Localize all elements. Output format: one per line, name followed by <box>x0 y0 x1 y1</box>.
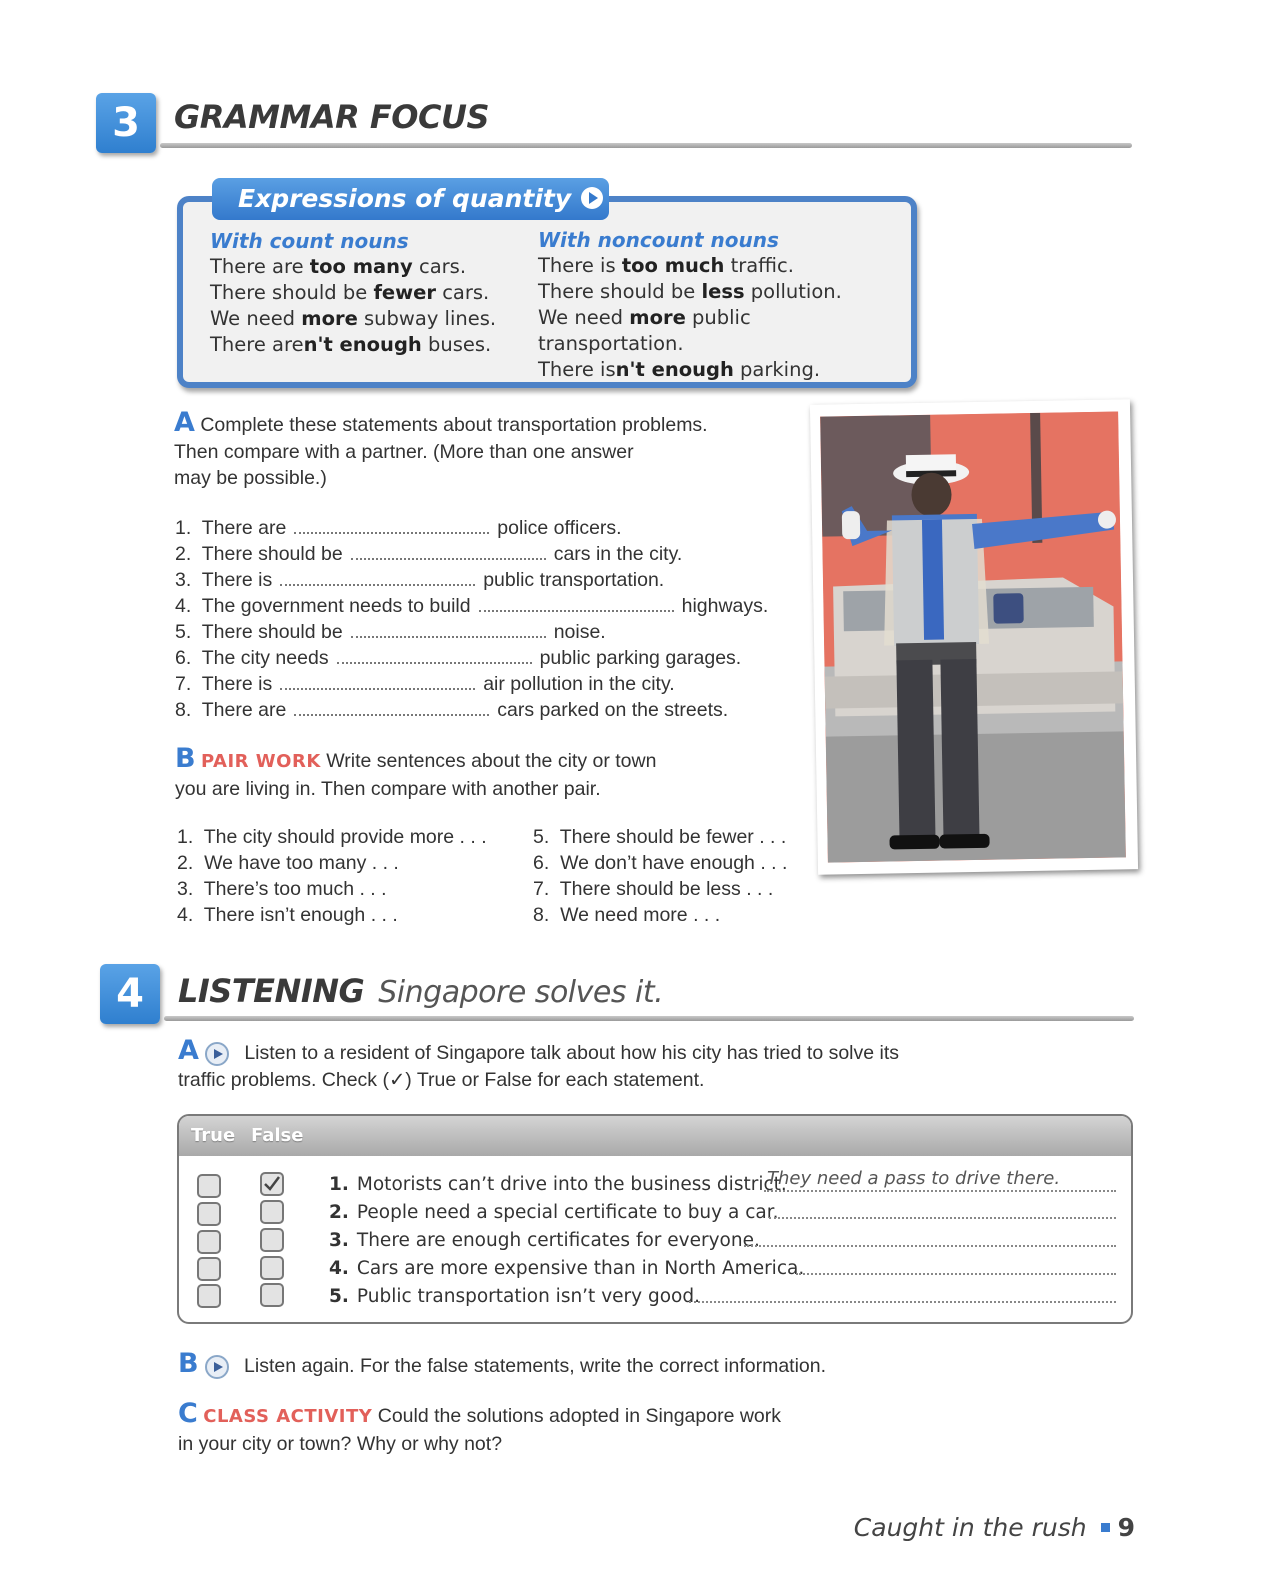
unit-title: Caught in the rush <box>853 1513 1087 1542</box>
blank-line[interactable] <box>351 542 546 560</box>
grammar-line: There is too much traffic. <box>538 254 794 277</box>
table-header <box>179 1116 1131 1156</box>
false-checkbox[interactable] <box>260 1200 284 1224</box>
false-checkbox[interactable] <box>260 1228 284 1252</box>
section-number-badge: 4 <box>100 964 160 1024</box>
listening-c-instructions: C CLASS ACTIVITY Could the solutions adopted in Singapore work in your city or town? Why or why not? <box>178 1398 781 1455</box>
answer-line[interactable] <box>764 1190 1116 1192</box>
blank-line[interactable] <box>294 698 489 716</box>
traffic-officer-photo <box>820 411 1126 862</box>
count-nouns-column <box>210 228 530 358</box>
square-bullet-icon <box>1101 1523 1110 1532</box>
list-item: 7. There should be less . . . <box>533 878 774 900</box>
blank-line[interactable] <box>280 568 475 586</box>
exercise-letter: A <box>178 1035 199 1066</box>
class-activity-label: CLASS ACTIVITY <box>203 1406 373 1427</box>
grammar-line: There are too many cars. <box>210 255 467 278</box>
pair-work-label: PAIR WORK <box>201 751 321 772</box>
blank-line[interactable] <box>479 594 674 612</box>
exercise-letter: A <box>174 407 195 438</box>
grammar-box-title: Expressions of quantity <box>212 178 609 220</box>
table-row: 5. Public transportation isn’t very good. <box>329 1286 700 1307</box>
list-item: 4. There isn’t enough . . . <box>177 904 398 926</box>
false-checkbox[interactable] <box>260 1256 284 1280</box>
traffic-officer-illustration <box>820 411 1126 862</box>
table-row: 2. People need a special certificate to buy a car. <box>329 1202 779 1223</box>
list-item: 5. There should be noise. <box>175 621 606 643</box>
grammar-line: There should be fewer cars. <box>210 281 490 304</box>
page-number: 9 <box>1117 1513 1135 1542</box>
listening-b-instructions: B Listen again. For the false statements, write the correct information. <box>178 1348 827 1379</box>
section-subtitle: Singapore solves it. <box>378 975 664 1010</box>
true-checkbox[interactable] <box>197 1257 221 1281</box>
true-false-table <box>177 1114 1133 1324</box>
true-checkbox[interactable] <box>197 1284 221 1308</box>
false-checkbox[interactable] <box>260 1283 284 1307</box>
section-rule <box>164 1016 1134 1021</box>
list-item: 3. There’s too much . . . <box>177 878 387 900</box>
list-item: 6. We don’t have enough . . . <box>533 852 788 874</box>
noncount-nouns-heading: With noncount nouns <box>538 228 779 252</box>
audio-play-icon[interactable] <box>205 1042 229 1066</box>
exercise-letter: B <box>178 1348 199 1379</box>
exercise-b-instructions: B PAIR WORK Write sentences about the city or town you are living in. Then compare with another pair. <box>175 743 657 800</box>
exercise-a-instructions: A Complete these statements about transportation problems. Then compare with a partner. (More than one answer may be possible.) <box>174 407 708 489</box>
table-row: 1. Motorists can’t drive into the business district. <box>329 1174 787 1195</box>
check-icon <box>262 1174 282 1194</box>
true-checkbox[interactable] <box>197 1230 221 1254</box>
section-number-badge: 3 <box>96 93 156 153</box>
list-item: 2. We have too many . . . <box>177 852 399 874</box>
list-item: 6. The city needs public parking garages. <box>175 647 742 669</box>
grammar-line: We need more subway lines. <box>210 307 497 330</box>
grammar-line: There should be less pollution. <box>538 280 842 303</box>
exercise-letter: C <box>178 1398 198 1429</box>
written-answer: They need a pass to drive there. <box>767 1168 1061 1189</box>
list-item: 5. There should be fewer . . . <box>533 826 787 848</box>
list-item: 1. The city should provide more . . . <box>177 826 487 848</box>
blank-line[interactable] <box>337 646 532 664</box>
answer-line[interactable] <box>796 1273 1116 1275</box>
table-row: 3. There are enough certificates for everyone. <box>329 1230 760 1251</box>
play-icon[interactable] <box>581 187 603 209</box>
listening-a-instructions: A Listen to a resident of Singapore talk about how his city has tried to solve its traffic problems. Check (✓) True or False for each statement. <box>178 1035 900 1091</box>
col-true-header: True <box>191 1125 236 1146</box>
list-item: 7. There is air pollution in the city. <box>175 673 675 695</box>
exercise-letter: B <box>175 743 196 774</box>
list-item: 1. There are police officers. <box>175 517 622 539</box>
true-checkbox[interactable] <box>197 1174 221 1198</box>
grammar-line: There isn't enough parking. <box>538 358 821 381</box>
col-false-header: False <box>251 1125 304 1146</box>
section-rule <box>160 143 1132 148</box>
list-item: 4. The government needs to build highways. <box>175 595 769 617</box>
list-item: 2. There should be cars in the city. <box>175 543 683 565</box>
blank-line[interactable] <box>294 516 489 534</box>
table-row: 4. Cars are more expensive than in North America. <box>329 1258 805 1279</box>
count-nouns-heading: With count nouns <box>210 229 409 253</box>
noncount-nouns-column <box>538 227 898 383</box>
blank-line[interactable] <box>280 672 475 690</box>
answer-line[interactable] <box>689 1301 1116 1303</box>
grammar-line: There aren't enough buses. <box>210 333 492 356</box>
answer-line[interactable] <box>744 1245 1116 1247</box>
false-checkbox-checked[interactable] <box>260 1172 284 1196</box>
list-item: 8. There are cars parked on the streets. <box>175 699 729 721</box>
page-footer <box>854 1513 1135 1542</box>
grammar-line: We need more public transportation. <box>538 306 751 355</box>
blank-line[interactable] <box>351 620 546 638</box>
section-title: GRAMMAR FOCUS <box>174 98 489 136</box>
list-item: 8. We need more . . . <box>533 904 721 926</box>
true-checkbox[interactable] <box>197 1202 221 1226</box>
answer-line[interactable] <box>769 1217 1116 1219</box>
list-item: 3. There is public transportation. <box>175 569 665 591</box>
section-title: LISTENING Singapore solves it. <box>178 972 664 1010</box>
photo-frame <box>810 399 1138 875</box>
audio-play-icon[interactable] <box>205 1355 229 1379</box>
